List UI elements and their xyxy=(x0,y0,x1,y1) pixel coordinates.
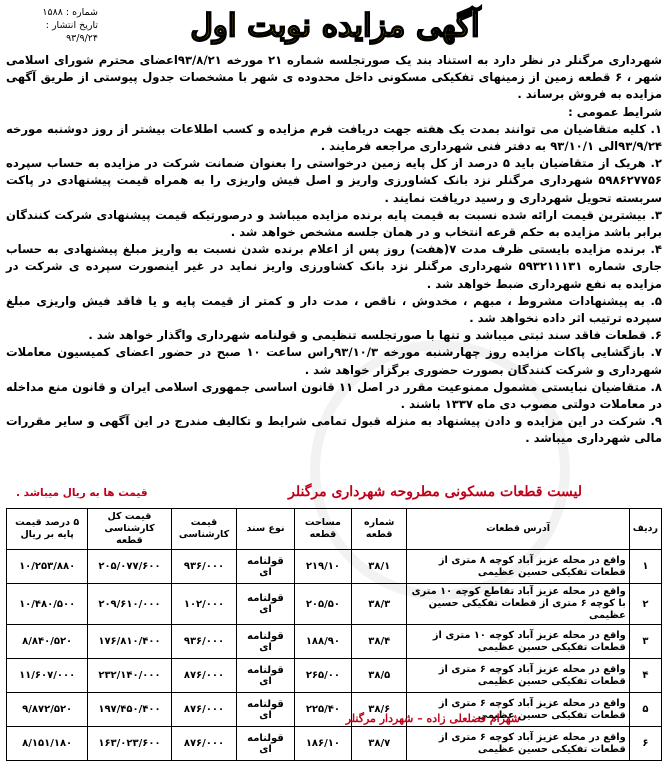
unit-price: ۸۷۶/۰۰۰ xyxy=(171,659,237,693)
row-number: ۵ xyxy=(629,693,661,727)
total-price: ۱۷۶/۸۱۰/۴۰۰ xyxy=(88,625,171,659)
deposit-amount: ۹/۸۷۲/۵۲۰ xyxy=(7,693,88,727)
column-header: مساحت قطعه xyxy=(294,509,351,550)
deposit-amount: ۱۰/۴۸۰/۵۰۰ xyxy=(7,584,88,625)
table-row xyxy=(7,659,662,693)
column-header: شماره قطعه xyxy=(352,509,407,550)
column-header: ردیف xyxy=(629,509,661,550)
deed-type: قولنامه ای xyxy=(237,625,294,659)
table-header xyxy=(6,484,662,506)
price-note: قیمت ها به ریال میباشد . xyxy=(16,487,148,499)
ad-title: آگهی مزایده نوبت اول xyxy=(190,8,480,44)
conditions-title: شرایط عمومی : xyxy=(568,104,662,119)
plot-area: ۲۲۵/۴۰ xyxy=(294,693,351,727)
column-header: نوع سند xyxy=(237,509,294,550)
condition-item: ۱. کلیه متقاضیان می توانند بمدت یک هفته جهت دریافت فرم مزایده و کسب اطلاعات بیشتر از روز دوشنبه مورخه ۹۳/۹/۲۴الی ۹۳/۱۰/۱ به دفتر فنی شهرداری مراجعه فرمایند . xyxy=(6,121,662,154)
condition-item: ۷. بازگشایی پاکات مزایده روز چهارشنبه مورخه ۹۳/۱۰/۳راس ساعت ۱۰ صبح در حضور اعضای کمیسیون معاملات شهرداری و شرکت کنندگان بصورت حضوری برگزار خواهد شد . xyxy=(6,345,662,377)
condition-item: ۳. بیشترین قیمت ارائه شده نسبت به قیمت پایه برنده مزایده میباشد و درصورتیکه قیمت پیشنهادی شرکت کنندگان برابر باشد مزایده به حکم قرعه انتخاب و در همان جلسه مشخص خواهد شد . xyxy=(6,207,662,240)
row-number: ۲ xyxy=(629,584,661,625)
plot-address: واقع در محله عزیز آباد کوچه ۶ متری از قطعات تفکیکی حسین عظیمی xyxy=(407,659,629,693)
ad-meta xyxy=(6,6,98,45)
unit-price: ۹۳۶/۰۰۰ xyxy=(171,625,237,659)
table-row xyxy=(7,625,662,659)
deed-type: قولنامه ای xyxy=(237,659,294,693)
column-header: ۵ درصد قیمت پایه بر ریال xyxy=(7,509,88,550)
table-header-row xyxy=(7,509,662,550)
total-price: ۱۹۷/۴۵۰/۴۰۰ xyxy=(88,693,171,727)
condition-item: ۴. برنده مزایده بایستی ظرف مدت ۷(هفت) روز پس از اعلام برنده شدن نسبت به واریز مبلغ پیشنهادی به حساب جاری شماره ۵۹۳۲۱۱۱۳۱ شهرداری مرگنلر نزد بانک کشاورزی واریز نماید در غیر اینصورت سپرده ی شرکت در مزایده به نفع شهرداری ضبط خواهد شد . xyxy=(6,242,662,291)
table-row xyxy=(7,584,662,625)
column-header: قیمت کل کارشناسی قطعه xyxy=(88,509,171,550)
plot-address: واقع در محله عزیز آباد کوچه ۸ متری از قطعات تفکیکی حسین عظیمی xyxy=(407,550,629,584)
deposit-amount: ۸/۱۵۱/۱۸۰ xyxy=(7,727,88,761)
deposit-amount: ۱۱/۶۰۷/۰۰۰ xyxy=(7,659,88,693)
row-number: ۱ xyxy=(629,550,661,584)
deed-type: قولنامه ای xyxy=(237,584,294,625)
total-price: ۲۰۹/۶۱۰/۰۰۰ xyxy=(88,584,171,625)
unit-price: ۱۰۲/۰۰۰ xyxy=(171,584,237,625)
plot-address: واقع در محله عزیز آباد کوچه ۶ متری از قطعات تفکیکی حسین عظیمی xyxy=(407,693,629,727)
plot-address: واقع در محله عزیز آباد کوچه ۶ متری از قطعات تفکیکی حسین عظیمی xyxy=(407,727,629,761)
table-row xyxy=(7,550,662,584)
row-number: ۶ xyxy=(629,727,661,761)
deposit-amount: ۱۰/۲۵۳/۸۸۰ xyxy=(7,550,88,584)
plot-number: ۳۸/۱ xyxy=(352,550,407,584)
publish-date-label: تاریخ انتشار : xyxy=(45,20,98,31)
condition-item: ۶. قطعات فاقد سند ثبتی میباشد و تنها با صورتجلسه تنظیمی و قولنامه شهرداری واگذار خواهد شد . xyxy=(88,328,662,343)
plots-table xyxy=(6,508,662,761)
list-title: لیست قطعات مسکونی مطروحه شهرداری مرگنلر xyxy=(288,484,582,500)
table-row xyxy=(7,693,662,727)
plot-number: ۳۸/۷ xyxy=(352,727,407,761)
mayor-signature: شهرام فضلعلی زاده – شهردار مرگنلر xyxy=(345,712,520,725)
ad-number: شماره : ۱۵۸۸ xyxy=(42,7,98,18)
plot-address: واقع در محله عزیز آباد کوچه ۱۰ متری از قطعات تفکیکی حسین عظیمی xyxy=(407,625,629,659)
plot-area: ۱۸۸/۹۰ xyxy=(294,625,351,659)
unit-price: ۸۷۶/۰۰۰ xyxy=(171,693,237,727)
intro-paragraph: شهرداری مرگنلر در نظر دارد به استناد بند یک صورتجلسه شماره ۲۱ مورخه ۹۳/۸/۲۱اعضای محترم شورای اسلامی شهر ، ۶ قطعه زمین از زمینهای تفکیکی مسکونی داخل محدوده ی شهر با مشخصات جدول پیوستی از طریق آگهی مزایده به فروش برساند . xyxy=(6,53,662,102)
deed-type: قولنامه ای xyxy=(237,550,294,584)
total-price: ۲۰۵/۰۷۷/۶۰۰ xyxy=(88,550,171,584)
column-header: قیمت کارشناسی xyxy=(171,509,237,550)
unit-price: ۹۳۶/۰۰۰ xyxy=(171,550,237,584)
deed-type: قولنامه ای xyxy=(237,727,294,761)
row-number: ۳ xyxy=(629,625,661,659)
plot-area: ۱۸۶/۱۰ xyxy=(294,727,351,761)
plot-address: واقع در محله عزیز آباد تقاطع کوچه ۱۰ متری با کوچه ۶ متری از قطعات تفکیکی حسین عظیمی xyxy=(407,584,629,625)
deposit-amount: ۸/۸۴۰/۵۲۰ xyxy=(7,625,88,659)
condition-item: ۸. متقاضیان نبایستی مشمول ممنوعیت مقرر در اصل ۱۱ قانون اساسی جمهوری اسلامی ایران و قانون منع مداخله در معاملات دولتی مصوب دی ماه ۱۳۳۷ باشند . xyxy=(6,379,662,412)
deed-type: قولنامه ای xyxy=(237,693,294,727)
row-number: ۴ xyxy=(629,659,661,693)
plot-area: ۲۰۵/۵۰ xyxy=(294,584,351,625)
condition-item: ۲. هریک از متقاضیان باید ۵ درصد از کل پایه زمین درخواستی را بعنوان ضمانت شرکت در مزایده به حساب سپرده ۵۹۸۶۲۷۷۵۶ شهرداری مرگنلر نزد بانک کشاورزی واریز و اصل فیش واریزی را به همراه قیمت پیشنهادی در پاکت سربسته تحویل شهرداری و رسید دریافت نمایند . xyxy=(6,156,662,205)
condition-item: ۵. به پیشنهادات مشروط ، مبهم ، مخدوش ، ناقص ، مدت دار و کمتر از قیمت پایه و یا فاقد فیش واریزی مبلغ سپرده ترتیب اثر داده نخواهد شد . xyxy=(6,293,662,326)
unit-price: ۸۷۶/۰۰۰ xyxy=(171,727,237,761)
plot-number: ۳۸/۶ xyxy=(352,693,407,727)
total-price: ۲۳۲/۱۴۰/۰۰۰ xyxy=(88,659,171,693)
publish-date: ۹۳/۹/۲۴ xyxy=(66,33,98,44)
plot-number: ۳۸/۵ xyxy=(352,659,407,693)
plot-area: ۲۱۹/۱۰ xyxy=(294,550,351,584)
plot-number: ۳۸/۳ xyxy=(352,584,407,625)
condition-item: ۹. شرکت در این مزایده و دادن پیشنهاد به منزله قبول تمامی شرایط و تکالیف مندرج در این آگهی و سایر مقررات مالی شهرداری میباشد . xyxy=(6,414,662,446)
column-header: آدرس قطعات xyxy=(407,509,629,550)
ad-body xyxy=(6,52,662,448)
table-row xyxy=(7,727,662,761)
plot-area: ۲۶۵/۰۰ xyxy=(294,659,351,693)
plot-number: ۳۸/۴ xyxy=(352,625,407,659)
total-price: ۱۶۳/۰۲۳/۶۰۰ xyxy=(88,727,171,761)
